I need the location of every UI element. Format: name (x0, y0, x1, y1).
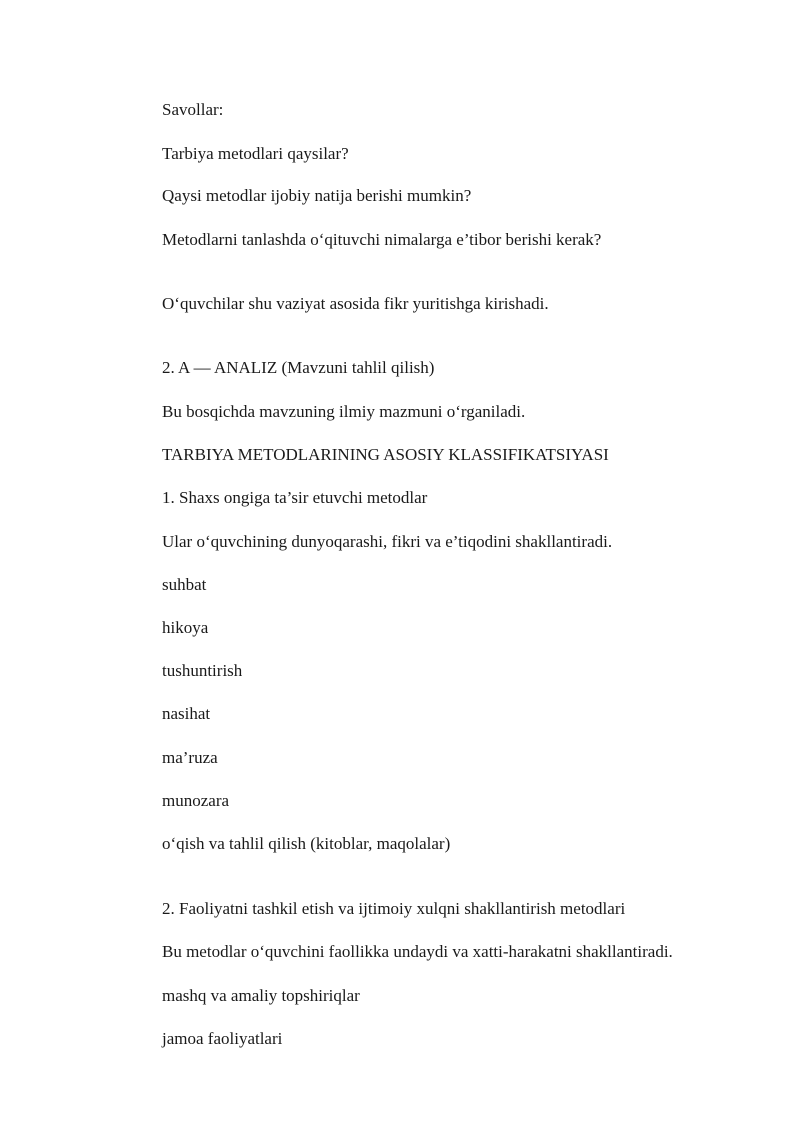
subheading-consciousness-methods: 1. Shaxs ongiga ta’sir etuvchi metodlar (162, 488, 428, 507)
list-item: nasihat (162, 704, 211, 723)
list-item: o‘qish va tahlil qilish (kitoblar, maqolalar) (162, 834, 451, 853)
question-1: Tarbiya metodlari qaysilar? (162, 144, 349, 163)
list-item: suhbat (162, 575, 207, 594)
list-item: hikoya (162, 618, 209, 637)
question-2: Qaysi metodlar ijobiy natija berishi mumkin? (162, 186, 472, 205)
list-item: mashq va amaliy topshiriqlar (162, 986, 360, 1005)
list-item: munozara (162, 791, 230, 810)
paragraph-analysis-intro: Bu bosqichda mavzuning ilmiy mazmuni o‘rganiladi. (162, 402, 526, 421)
list-item: tushuntirish (162, 661, 243, 680)
paragraph-activity-intro: Bu metodlar o‘quvchini faollikka undaydi va xatti-harakatni shakllantiradi. (162, 942, 673, 961)
paragraph-worldview: Ular o‘quvchining dunyoqarashi, fikri va e’tiqodini shakllantiradi. (162, 532, 613, 551)
section-heading-analysis: 2. A — ANALIZ (Mavzuni tahlil qilish) (162, 358, 435, 377)
paragraph-students-reasoning: O‘quvchilar shu vaziyat asosida fikr yuritishga kirishadi. (162, 294, 549, 313)
subheading-activity-methods: 2. Faoliyatni tashkil etish va ijtimoiy xulqni shakllantirish metodlari (162, 899, 626, 918)
list-item: ma’ruza (162, 748, 218, 767)
questions-heading: Savollar: (162, 100, 224, 119)
question-3: Metodlarni tanlashda o‘qituvchi nimalarga e’tibor berishi kerak? (162, 230, 602, 249)
list-item: jamoa faoliyatlari (162, 1029, 283, 1048)
classification-heading: TARBIYA METODLARINING ASOSIY KLASSIFIKATSIYASI (162, 445, 609, 464)
